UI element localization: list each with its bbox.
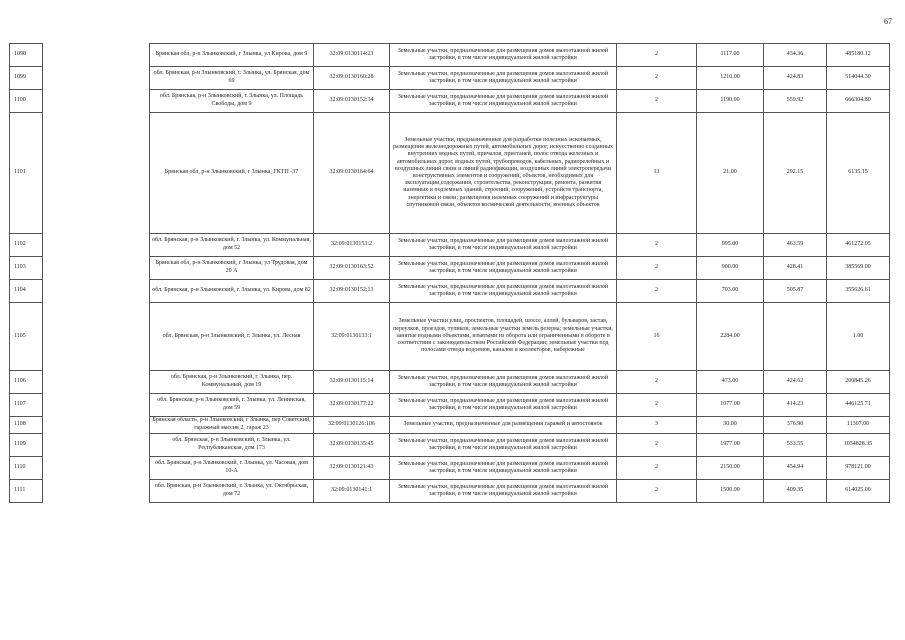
cadastral-value-cell: 978121.00 <box>827 457 890 480</box>
row-number: 1100 <box>10 90 43 113</box>
cadastral-number-cell: 32:09:0130115:14 <box>314 371 390 394</box>
cadastral-number-cell: 32:09:0130153:2 <box>314 234 390 257</box>
area-cell: 1077.00 <box>697 394 764 417</box>
cadastral-number-cell: 32:09:0130133:1 <box>314 303 390 371</box>
cadastral-value-cell: 11307.00 <box>827 417 890 434</box>
group-cell: 2 <box>617 457 697 480</box>
spacer-cell <box>43 457 150 480</box>
rate-cell: 463.59 <box>764 234 827 257</box>
spacer-cell <box>43 303 150 371</box>
rate-cell: 533.55 <box>764 434 827 457</box>
group-cell: 13 <box>617 113 697 234</box>
group-cell: 2 <box>617 280 697 303</box>
row-number: 1104 <box>10 280 43 303</box>
land-use-cell: Земельные участки, предназначенные для размещения домов малоэтажной жилой застройки, в том числе индивидуальной жилой застройки <box>390 90 617 113</box>
table-row <box>10 67 890 90</box>
cadastral-number-cell: 32:09:0130152:34 <box>314 90 390 113</box>
area-cell: 2284.00 <box>697 303 764 371</box>
table-row <box>10 90 890 113</box>
land-use-cell: Земельные участки улиц, проспектов, площадей, шоссе, аллей, бульваров, застав, переулков, проездов, тупиков; земельные участки земель резерва; земельные участки, занятые водными объектами, изъятыми из оборота или ограниченными в обороте в соответствии с законодательством Российской Федерации; земельные участки под полосами отвода водоемов, каналов и коллекторов, набережные <box>390 303 617 371</box>
cadastral-number-cell: 32:09:0130126:106 <box>314 417 390 434</box>
rate-cell <box>764 303 827 371</box>
group-cell: 2 <box>617 480 697 503</box>
rate-cell: 424.62 <box>764 371 827 394</box>
rate-cell: 409.35 <box>764 480 827 503</box>
cadastral-number-cell: 32:09:0130121:43 <box>314 457 390 480</box>
address-cell: обл. Брянская, р-н Злынковский, г. Злынка, ул. Часовая, дом 10-А <box>150 457 314 480</box>
land-use-cell: Земельные участки, предназначенные для размещения домов малоэтажной жилой застройки, в том числе индивидуальной жилой застройки <box>390 280 617 303</box>
spacer-cell <box>43 90 150 113</box>
spacer-cell <box>43 434 150 457</box>
row-number: 1109 <box>10 434 43 457</box>
cadastral-number-cell: 32:09:0130114:23 <box>314 44 390 67</box>
group-cell: 2 <box>617 90 697 113</box>
cadastral-number-cell: 32:09:0130135:45 <box>314 434 390 457</box>
cadastral-number-cell: 32:09:0130164:64 <box>314 113 390 234</box>
spacer-cell <box>43 67 150 90</box>
land-use-cell: Земельные участки, предназначенные для размещения домов малоэтажной жилой застройки, в том числе индивидуальной жилой застройки <box>390 480 617 503</box>
rate-cell: 454.94 <box>764 457 827 480</box>
rate-cell: 428.41 <box>764 257 827 280</box>
cadastral-number-cell: 32:09:0130163:52 <box>314 257 390 280</box>
area-cell: 995.00 <box>697 234 764 257</box>
spacer-cell <box>43 417 150 434</box>
cadastral-value-cell: 485180.12 <box>827 44 890 67</box>
area-cell: 21.00 <box>697 113 764 234</box>
spacer-cell <box>43 113 150 234</box>
group-cell: 2 <box>617 257 697 280</box>
row-number: 1103 <box>10 257 43 280</box>
cadastral-value-cell: 666304.80 <box>827 90 890 113</box>
group-cell: 3 <box>617 417 697 434</box>
table-row <box>10 113 890 234</box>
table-row <box>10 280 890 303</box>
group-cell: 2 <box>617 394 697 417</box>
area-cell: 1500.00 <box>697 480 764 503</box>
land-use-cell: Земельные участки, предназначенные для размещения домов малоэтажной жилой застройки, в том числе индивидуальной жилой застройки <box>390 257 617 280</box>
rate-cell: 434.36 <box>764 44 827 67</box>
table-row <box>10 371 890 394</box>
cadastral-value-cell: 6135.15 <box>827 113 890 234</box>
row-number: 1098 <box>10 44 43 67</box>
page-number: 67 <box>884 17 892 26</box>
address-cell: Брянская область, р-н Злынковский, г Злынка, пер Советский, гаражный массив 2, гараж 23 <box>150 417 314 434</box>
row-number: 1099 <box>10 67 43 90</box>
spacer-cell <box>43 480 150 503</box>
table-row <box>10 457 890 480</box>
table-row <box>10 434 890 457</box>
table-row <box>10 234 890 257</box>
group-cell: 16 <box>617 303 697 371</box>
cadastral-number-cell: 32:09:0130160:28 <box>314 67 390 90</box>
row-number: 1106 <box>10 371 43 394</box>
cadastral-value-cell: 355626.61 <box>827 280 890 303</box>
group-cell: 2 <box>617 371 697 394</box>
cadastral-value-cell: 1054828.35 <box>827 434 890 457</box>
address-cell: обл. Брянская, р-н Злынковский, г. Злынка, ул. Ленинская, дом 59 <box>150 394 314 417</box>
table-row <box>10 394 890 417</box>
spacer-cell <box>43 257 150 280</box>
cadastral-number-cell: 32:09:0130141:1 <box>314 480 390 503</box>
address-cell: обл. Брянская, р-н Злынковский, г. Злынка, ул. Площадь Свободы, дом 9 <box>150 90 314 113</box>
spacer-cell <box>43 44 150 67</box>
cadastral-value-table <box>9 43 890 503</box>
row-number: 1110 <box>10 457 43 480</box>
cadastral-value-cell: 385569.00 <box>827 257 890 280</box>
area-cell: 2150.00 <box>697 457 764 480</box>
spacer-cell <box>43 234 150 257</box>
address-cell: обл. Брянская, р-н Злынковский, г. Злынка, ул. Республиканская, дом 173 <box>150 434 314 457</box>
cadastral-number-cell: 32:09:0130152:13 <box>314 280 390 303</box>
address-cell: обл. Брянская, р-н Злынковский, г. Злынка, ул. Октябрьская, дом 72 <box>150 480 314 503</box>
group-cell: 2 <box>617 44 697 67</box>
row-number: 1102 <box>10 234 43 257</box>
area-cell: 30.00 <box>697 417 764 434</box>
row-number: 1107 <box>10 394 43 417</box>
table-row <box>10 44 890 67</box>
cadastral-value-cell: 614025.00 <box>827 480 890 503</box>
rate-cell: 559.92 <box>764 90 827 113</box>
address-cell: обл. Брянская, р-н Злынковский, г. Злынка, пер. Коммунальный, дом 19 <box>150 371 314 394</box>
area-cell: 1210.00 <box>697 67 764 90</box>
area-cell: 1190.00 <box>697 90 764 113</box>
area-cell: 703.00 <box>697 280 764 303</box>
row-number: 1108 <box>10 417 43 434</box>
land-use-cell: Земельные участки, предназначенные для размещения домов малоэтажной жилой застройки, в том числе индивидуальной жилой застройки <box>390 44 617 67</box>
address-cell: обл. Брянская, р-н Злынковский, г. Злынка, ул. Брянская, дом 69 <box>150 67 314 90</box>
cadastral-value-cell: 1.00 <box>827 303 890 371</box>
land-use-cell: Земельные участки, предназначенные для размещения домов малоэтажной жилой застройки, в том числе индивидуальной жилой застройки <box>390 457 617 480</box>
land-use-cell: Земельные участки, предназначенные для размещения домов малоэтажной жилой застройки, в том числе индивидуальной жилой застройки <box>390 371 617 394</box>
spacer-cell <box>43 371 150 394</box>
table-row <box>10 257 890 280</box>
cadastral-value-cell: 200845.26 <box>827 371 890 394</box>
group-cell: 2 <box>617 67 697 90</box>
table-row <box>10 480 890 503</box>
land-use-cell: Земельные участки, предназначенные для разработки полезных ископаемых, размещения железнодорожных путей, автомобильных дорог, искусственно созданных внутренних водных путей, причалов, пристаней, полос отвода железных и автомобильных дорог, водных путей, трубопроводов, кабельных, радиорелейных и воздушных линий связи и линий радиофикации, воздушных линий электропередачи конструктивных элементов и сооружений, объектов, необходимых для эксплуатации,содержания, строительства, реконструкции, ремонта, развития наземных и подземных зданий, строений, сооружений, устройств транспорта, энергетики и связи; размещения наземных сооружений и инфраструктуры спутниковой связи, объектов космической деятельности, военных объектов <box>390 113 617 234</box>
row-number: 1101 <box>10 113 43 234</box>
rate-cell: 292.15 <box>764 113 827 234</box>
land-use-cell: Земельные участки, предназначенные для размещения домов малоэтажной жилой застройки, в том числе индивидуальной жилой застройки <box>390 434 617 457</box>
group-cell: 2 <box>617 434 697 457</box>
area-cell: 473.00 <box>697 371 764 394</box>
row-number: 1105 <box>10 303 43 371</box>
table-row <box>10 417 890 434</box>
area-cell: 1977.00 <box>697 434 764 457</box>
land-use-cell: Земельные участки, предназначенные для размещения домов малоэтажной жилой застройки, в том числе индивидуальной жилой застройки <box>390 394 617 417</box>
area-cell: 1117.00 <box>697 44 764 67</box>
land-use-cell: Земельные участки, предназначенные для размещения гаражей и автостоянок <box>390 417 617 434</box>
cadastral-value-cell: 446125.71 <box>827 394 890 417</box>
cadastral-value-cell: 514044.30 <box>827 67 890 90</box>
group-cell: 2 <box>617 234 697 257</box>
rate-cell: 424.83 <box>764 67 827 90</box>
spacer-cell <box>43 394 150 417</box>
cadastral-value-cell: 461272.05 <box>827 234 890 257</box>
row-number: 1111 <box>10 480 43 503</box>
address-cell: Брянская обл, р-н Злынковский, г Злынка, ул Трудовая, дом 29 А <box>150 257 314 280</box>
rate-cell: 505.87 <box>764 280 827 303</box>
spacer-cell <box>43 280 150 303</box>
address-cell: обл. Брянская, р-н Злынковский, г. Злынка, ул. Лесная <box>150 303 314 371</box>
cadastral-number-cell: 32:09:0130177:22 <box>314 394 390 417</box>
land-use-cell: Земельные участки, предназначенные для размещения домов малоэтажной жилой застройки, в том числе индивидуальной жилой застройки <box>390 67 617 90</box>
area-cell: 900.00 <box>697 257 764 280</box>
rate-cell: 376.90 <box>764 417 827 434</box>
table-row <box>10 303 890 371</box>
address-cell: Брянская обл, р-н Злынковский, г Злынка, ул Кирова, дом 9 <box>150 44 314 67</box>
address-cell: обл. Брянская, р-н Злынковский, г. Злынка, ул. Коммунальная, дом 52 <box>150 234 314 257</box>
address-cell: Брянская обл, р-н Злынковский, г Злынка, ГКТП -37 <box>150 113 314 234</box>
address-cell: обл. Брянская, р-н Злынковский, г. Злынка, ул. Кирова, дом 82 <box>150 280 314 303</box>
land-use-cell: Земельные участки, предназначенные для размещения домов малоэтажной жилой застройки, в том числе индивидуальной жилой застройки <box>390 234 617 257</box>
rate-cell: 414.23 <box>764 394 827 417</box>
